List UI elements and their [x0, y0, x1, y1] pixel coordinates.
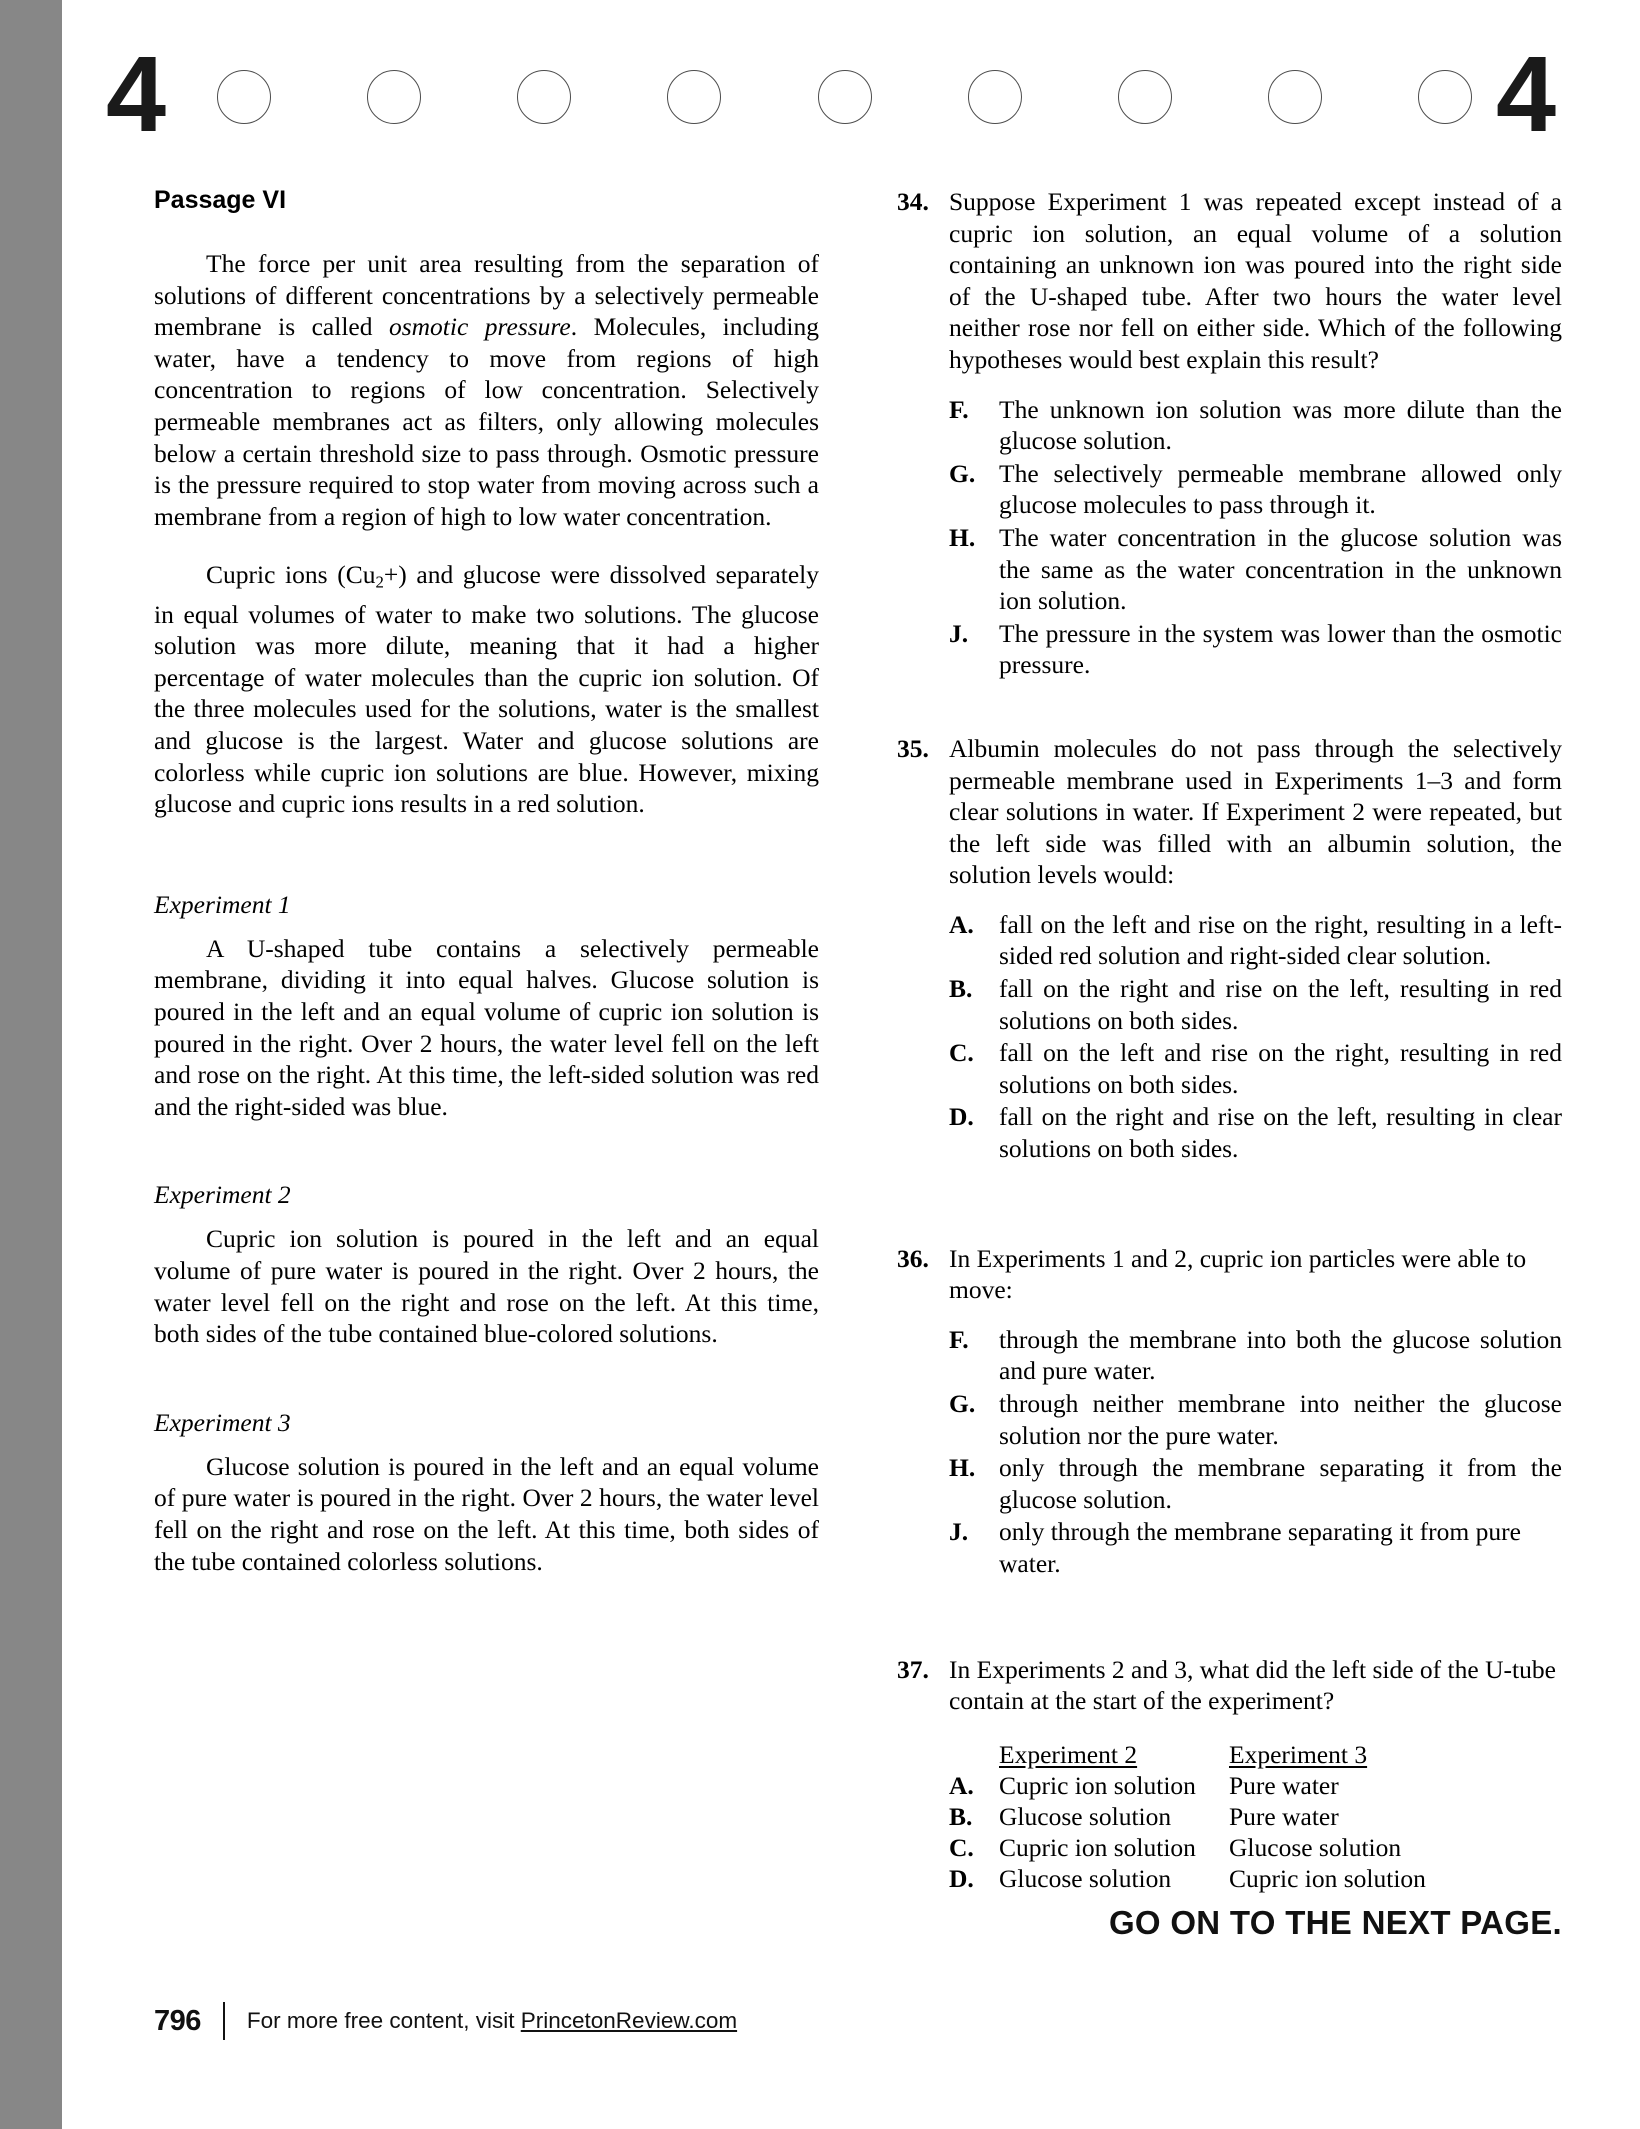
choice-letter: F.	[949, 1324, 969, 1354]
answer-bubble[interactable]	[818, 70, 872, 124]
choice-34-F[interactable]	[949, 394, 1562, 457]
choice-letter: J.	[949, 618, 969, 648]
page-surface	[62, 0, 1640, 2129]
experiment-1-text: A U-shaped tube contains a selectively permeable membrane, dividing it into equal halves. Glucose solution is poured in the left and an equal volume of cupric ion solution is poured in the right. Over 2 hours, the water level fell on the left and rose on the right. At this time, the left-sided solution was red and the right-sided was blue.	[154, 933, 819, 1121]
question-34-number: 34.	[897, 187, 929, 216]
choice-exp2-value: Cupric ion solution	[999, 1832, 1196, 1862]
footer-divider	[223, 2002, 225, 2040]
choice-letter: F.	[949, 394, 969, 424]
table-header-row	[949, 1739, 1562, 1770]
choice-36-H[interactable]	[949, 1452, 1562, 1515]
question-35	[897, 733, 1562, 1165]
question-36-choices	[897, 1324, 1562, 1580]
passage-p1-part2: . Molecules, including water, have a tendency to move from regions of high concentration to regions of low concentration. Selectively permeable membranes act as filters, only allowing molecules below a certain threshold size to pass through. Osmotic pressure is the pressure required to stop water from moving across such a membrane from a region of high to low water concentration.	[154, 312, 820, 531]
choice-letter: G.	[949, 458, 976, 488]
choice-text: The selectively permeable membrane allowed only glucose molecules to pass through it.	[999, 458, 1562, 520]
choice-text: only through the membrane separating it from pure water.	[999, 1517, 1521, 1578]
choice-letter: D.	[949, 1102, 974, 1132]
question-36-stem: In Experiments 1 and 2, cupric ion particles were able to move:	[949, 1243, 1527, 1305]
question-37	[897, 1654, 1562, 1894]
choice-text: fall on the left and rise on the right, resulting in a left-sided red solution and right-sided clear solution.	[999, 909, 1562, 971]
choice-text: through the membrane into both the glucose solution and pure water.	[999, 1324, 1562, 1386]
choice-37-D[interactable]	[949, 1863, 1562, 1894]
passage-paragraph-2	[154, 559, 819, 819]
question-37-number: 37.	[897, 1654, 929, 1684]
choice-letter: H.	[949, 1453, 976, 1483]
answer-bubble[interactable]	[217, 70, 271, 124]
choice-36-J[interactable]	[949, 1516, 1562, 1579]
passage-p2-part2: +) and glucose were dissolved separately in equal volumes of water to make two solutions. The glucose solution was more dilute, meaning that it had a higher percentage of water molecules than the cupric ion solution. Of the three molecules used for the solutions, water is the smallest and glucose is the largest. Water and glucose solutions are colorless while cupric ion solutions are blue. However, mixing glucose and cupric ions results in a red solution.	[154, 560, 819, 819]
choice-letter: H.	[949, 522, 976, 552]
choice-text: The unknown ion solution was more dilute than the glucose solution.	[999, 394, 1562, 456]
question-35-number: 35.	[897, 733, 929, 763]
questions-column	[897, 186, 1562, 1894]
answer-bubble[interactable]	[968, 70, 1022, 124]
choice-34-J[interactable]	[949, 618, 1562, 681]
passage-paragraph-1	[154, 248, 819, 532]
choice-34-G[interactable]	[949, 458, 1562, 521]
choice-exp3-value: Pure water	[1229, 1801, 1339, 1831]
footer-note-prefix: For more free content, visit	[246, 2008, 521, 2033]
choice-35-B[interactable]	[949, 973, 1562, 1036]
passage-column	[154, 186, 819, 1577]
go-on-notice: GO ON TO THE NEXT PAGE.	[1108, 1904, 1562, 1941]
cupric-ion-subscript: 2	[375, 573, 384, 593]
choice-letter: G.	[949, 1389, 976, 1418]
choice-36-F[interactable]	[949, 1324, 1562, 1387]
choice-exp3-value: Pure water	[1229, 1770, 1339, 1800]
passage-p1-part1: The force per unit area resulting from the separation of solutions of different concentrations by a selectively permeable membrane is called	[154, 249, 819, 342]
section-number-right: 4	[1496, 33, 1555, 154]
choice-text: through neither membrane into neither the glucose solution nor the pure water.	[999, 1389, 1562, 1450]
question-36	[897, 1243, 1562, 1580]
choice-36-G[interactable]	[949, 1388, 1562, 1451]
choice-35-A[interactable]	[949, 909, 1562, 972]
table-header-experiment-2-label: Experiment 2	[999, 1739, 1138, 1769]
experiment-2-heading: Experiment 2	[154, 1180, 291, 1210]
choice-exp2-value: Glucose solution	[999, 1801, 1172, 1831]
answer-bubble[interactable]	[1118, 70, 1172, 124]
question-34	[897, 186, 1562, 681]
answer-bubble[interactable]	[517, 70, 571, 124]
answer-bubble[interactable]	[367, 70, 421, 124]
footer-note-url[interactable]: PrincetonReview.com	[520, 2008, 738, 2033]
choice-exp3-value: Glucose solution	[1229, 1832, 1402, 1862]
choice-exp2-value: Cupric ion solution	[999, 1770, 1196, 1800]
choice-letter: D.	[949, 1863, 974, 1893]
choice-letter: J.	[949, 1517, 969, 1547]
question-34-choices	[897, 394, 1562, 681]
choice-letter: C.	[949, 1038, 974, 1068]
table-header-experiment-2	[999, 1739, 1229, 1770]
footer-note	[247, 2008, 737, 2034]
choice-35-C[interactable]	[949, 1037, 1562, 1100]
choice-text: fall on the right and rise on the left, resulting in clear solutions on both sides.	[999, 1102, 1562, 1164]
choice-37-B[interactable]	[949, 1801, 1562, 1832]
choice-letter: B.	[949, 974, 973, 1004]
choice-37-C[interactable]	[949, 1832, 1562, 1863]
choice-text: The water concentration in the glucose solution was the same as the water concentration in the unknown ion solution.	[999, 522, 1562, 616]
left-gray-spine	[0, 0, 62, 2129]
page-number: 796	[154, 2004, 201, 2037]
answer-bubble-row	[217, 66, 1472, 128]
choice-letter: B.	[949, 1801, 973, 1831]
choice-letter: A.	[949, 1770, 974, 1800]
table-header-experiment-3-label: Experiment 3	[1229, 1739, 1368, 1769]
choice-text: fall on the right and rise on the left, resulting in red solutions on both sides.	[999, 974, 1562, 1035]
answer-bubble[interactable]	[1418, 70, 1472, 124]
answer-bubble[interactable]	[1268, 70, 1322, 124]
choice-letter: A.	[949, 909, 974, 939]
section-number-left: 4	[106, 33, 165, 154]
osmotic-pressure-term: osmotic pressure	[388, 312, 571, 342]
question-37-stem: In Experiments 2 and 3, what did the left side of the U-tube contain at the start of the experiment?	[949, 1654, 1556, 1716]
experiment-2-text: Cupric ion solution is poured in the left and an equal volume of pure water is poured in the right. Over 2 hours, the water level fell on the right and rose on the left. At this time, both sides of the tube contained blue-colored solutions.	[154, 1224, 819, 1349]
choice-text: The pressure in the system was lower than the osmotic pressure.	[999, 618, 1562, 680]
experiment-1-heading: Experiment 1	[154, 889, 291, 919]
answer-bubble[interactable]	[667, 70, 721, 124]
passage-title: Passage VI	[154, 186, 287, 214]
page-header	[62, 33, 1640, 154]
experiment-3-heading: Experiment 3	[154, 1407, 291, 1437]
question-35-stem: Albumin molecules do not pass through the selectively permeable membrane used in Experiments 1–3 and form clear solutions in water. If Experiment 2 were repeated, but the left side was filled with an albumin solution, the solution levels would:	[949, 733, 1562, 890]
choice-34-H[interactable]	[949, 522, 1562, 617]
choice-text: fall on the left and rise on the right, resulting in red solutions on both sides.	[999, 1038, 1562, 1099]
question-36-number: 36.	[897, 1243, 929, 1273]
experiment-3-text: Glucose solution is poured in the left and an equal volume of pure water is poured in the right. Over 2 hours, the water level fell on the right and rose on the left. At this time, both sides of the tube contained colorless solutions.	[154, 1451, 819, 1576]
question-37-answer-table	[897, 1739, 1562, 1894]
passage-p2-part1: Cupric ions (Cu	[206, 560, 376, 590]
page-footer	[154, 2000, 737, 2042]
choice-exp2-value: Glucose solution	[999, 1863, 1172, 1893]
choice-35-D[interactable]	[949, 1101, 1562, 1164]
question-35-choices	[897, 909, 1562, 1165]
table-header-experiment-3	[1229, 1739, 1489, 1770]
choice-text: only through the membrane separating it from the glucose solution.	[999, 1453, 1562, 1514]
choice-letter: C.	[949, 1832, 974, 1862]
question-34-stem: Suppose Experiment 1 was repeated except instead of a cupric ion solution, an equal volume of a solution containing an unknown ion was poured into the right side of the U-shaped tube. After two hours the water level neither rose nor fell on either side. Which of the following hypotheses would best explain this result?	[949, 187, 1562, 374]
choice-exp3-value: Cupric ion solution	[1229, 1863, 1426, 1893]
choice-37-A[interactable]	[949, 1770, 1562, 1801]
